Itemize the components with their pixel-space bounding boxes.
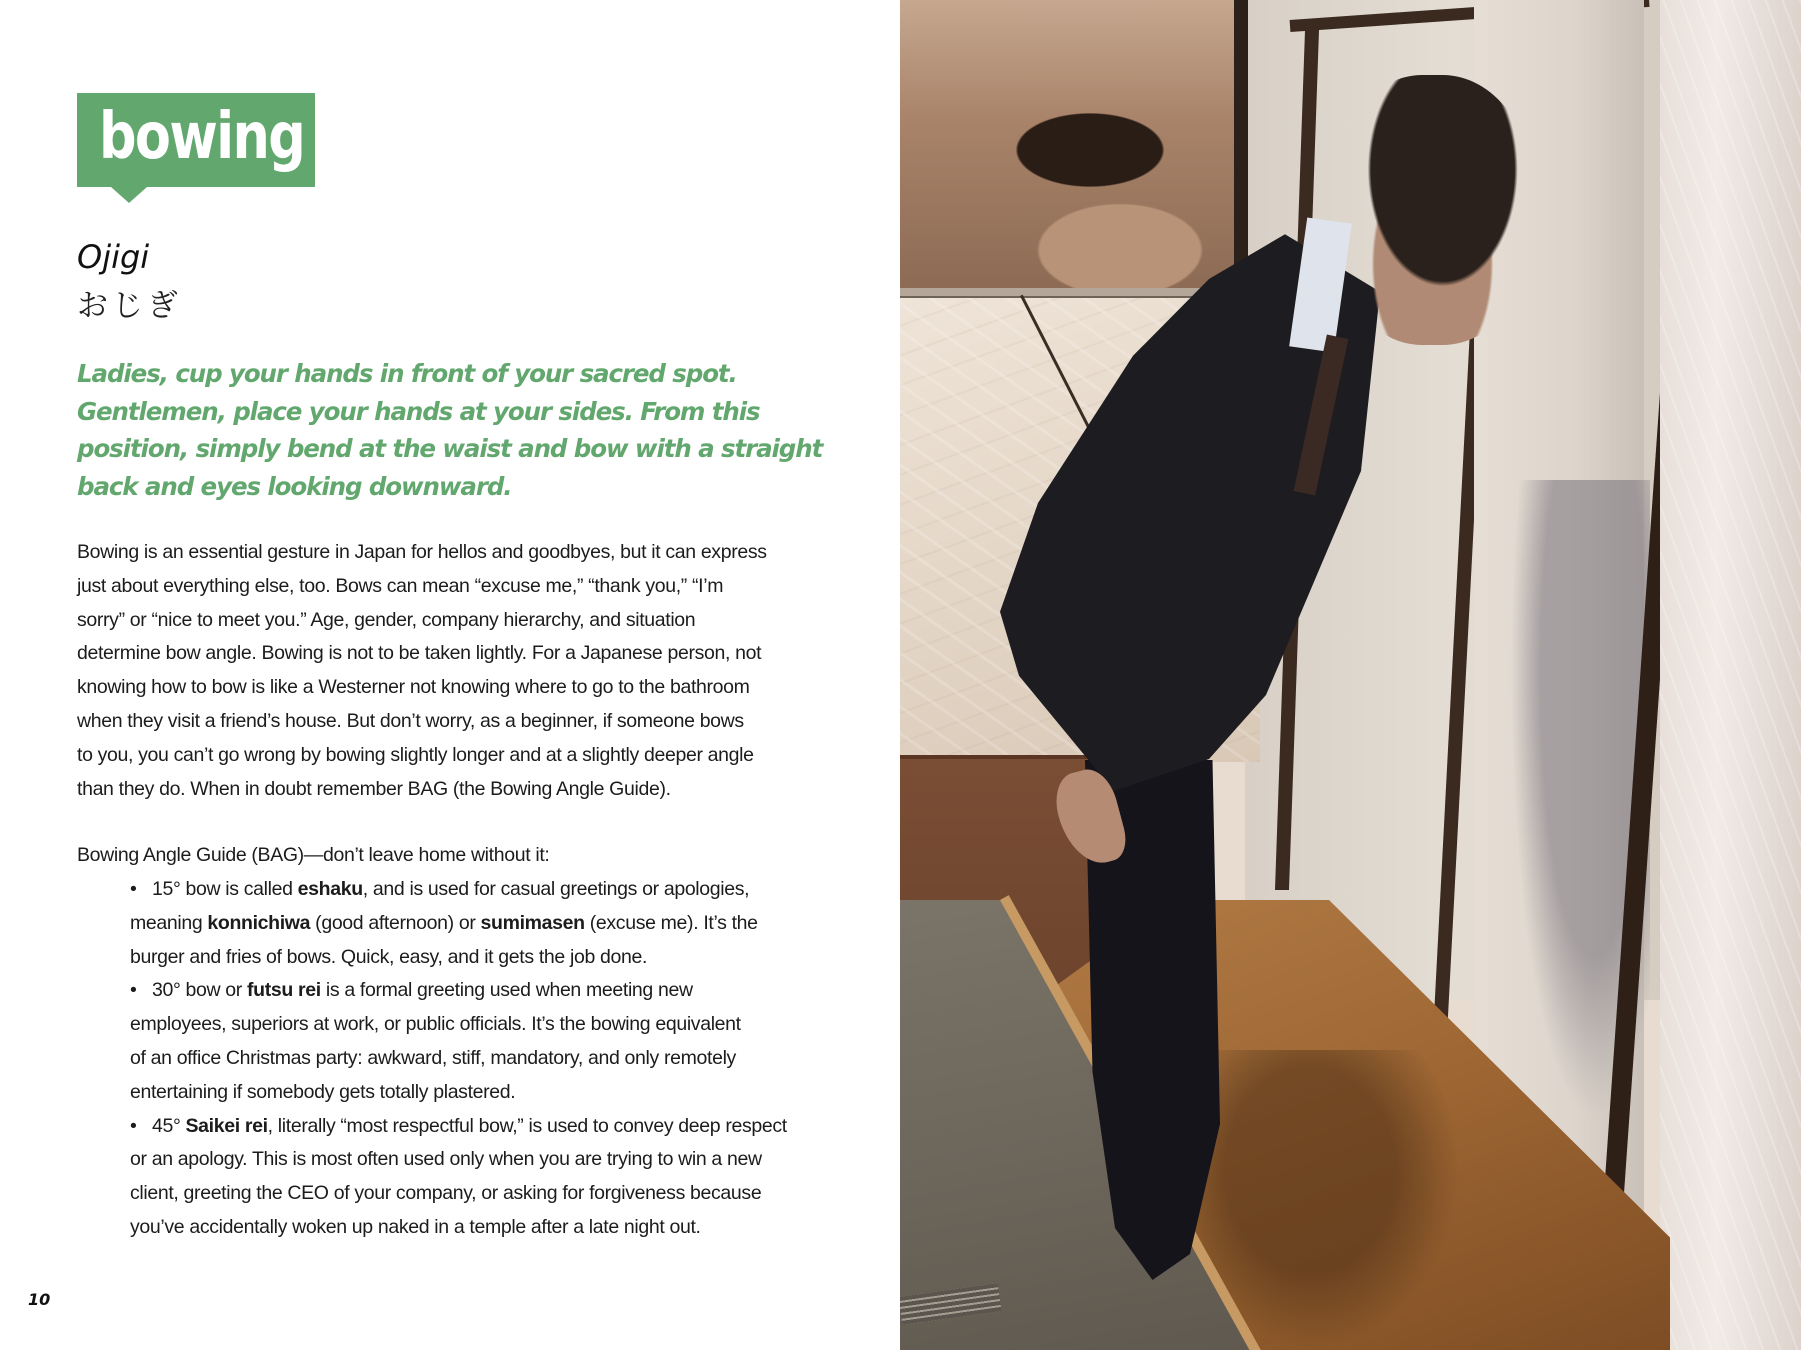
page-number: 10 [28, 1290, 51, 1309]
body-line: just about everything else, too. Bows can mean “excuse me,” “thank you,” “I’m [77, 574, 724, 597]
bowing-photo [900, 0, 1801, 1350]
bullet-icon: • [130, 979, 137, 1002]
term-eshaku: eshaku [297, 878, 363, 900]
body-line: knowing how to bow is like a Westerner not knowing where to go to the bathroom [77, 676, 750, 699]
list-item-30-degree: • 30° bow or futsu rei is a formal greeting used when meeting new [130, 974, 850, 1008]
poster-frame-edge [1234, 0, 1248, 292]
bow-angle-list [130, 873, 850, 1245]
body-line: sorry” or “nice to meet you.” Age, gender, company hierarchy, and situation [77, 608, 696, 631]
term-konnichiwa: konnichiwa [207, 911, 311, 934]
lead-line: Ladies, cup your hands in front of your sacred spot. [77, 359, 737, 388]
term-sumimasen: sumimasen [480, 911, 585, 934]
lead-instructions [77, 355, 857, 506]
list-item-45-degree: • 45° Saikei rei, literally “most respectful bow,” is used to convey deep respect [130, 1110, 850, 1144]
title-tag [77, 93, 315, 187]
bullet-icon: • [130, 1114, 137, 1137]
list-item-15-degree: • 15° bow is called eshaku, and is used for casual greetings or apologies, [130, 873, 850, 907]
lead-line: back and eyes looking downward. [77, 472, 512, 502]
lead-line: Gentlemen, place your hands at your sides. From this [77, 396, 760, 426]
list-item-line: burger and fries of bows. Quick, easy, and it gets the job done. [130, 945, 648, 968]
list-item-line: you’ve accidentally woken up naked in a temple after a late night out. [130, 1215, 701, 1238]
body-line: to you, you can’t go wrong by bowing slightly longer and at a slightly deeper angle [77, 743, 754, 766]
list-item-line: employees, superiors at work, or public officials. It’s the bowing equivalent [130, 1013, 741, 1036]
body-paragraph [77, 536, 837, 806]
list-item-line: of an office Christmas party: awkward, stiff, mandatory, and only remotely [130, 1046, 736, 1069]
figure-head [1330, 75, 1535, 345]
list-item-line: entertaining if somebody gets totally plastered. [130, 1080, 516, 1103]
term-romaji: Ojigi [77, 238, 150, 276]
sepia-poster [900, 0, 1237, 292]
page-title: bowing [99, 100, 305, 174]
left-page [0, 0, 900, 1350]
list-item-line: or an apology. This is most often used only when you are trying to win a new [130, 1148, 762, 1171]
body-line: determine bow angle. Bowing is not to be taken lightly. For a Japanese person, not [77, 642, 762, 665]
poster-frame [900, 288, 1240, 298]
list-item-line: meaning konnichiwa (good afternoon) or sumimasen (excuse me). It’s the [130, 911, 758, 934]
bullet-icon: • [130, 878, 137, 900]
textured-wall-right [1660, 0, 1801, 1350]
guide-intro: Bowing Angle Guide (BAG)—don’t leave home without it: [77, 844, 550, 866]
term-saikei-rei: Saikei rei [185, 1114, 268, 1137]
lead-line: position, simply bend at the waist and bow with a straight [77, 434, 823, 464]
list-item-line: client, greeting the CEO of your company, or asking for forgiveness because [130, 1182, 762, 1205]
body-line: Bowing is an essential gesture in Japan for hellos and goodbyes, but it can express [77, 541, 767, 563]
body-line: when they visit a friend’s house. But don’t worry, as a beginner, if someone bows [77, 709, 744, 732]
term-futsu-rei: futsu rei [247, 979, 321, 1002]
body-line: than they do. When in doubt remember BAG (the Bowing Angle Guide). [77, 777, 671, 800]
term-kana: おじぎ [77, 288, 182, 324]
